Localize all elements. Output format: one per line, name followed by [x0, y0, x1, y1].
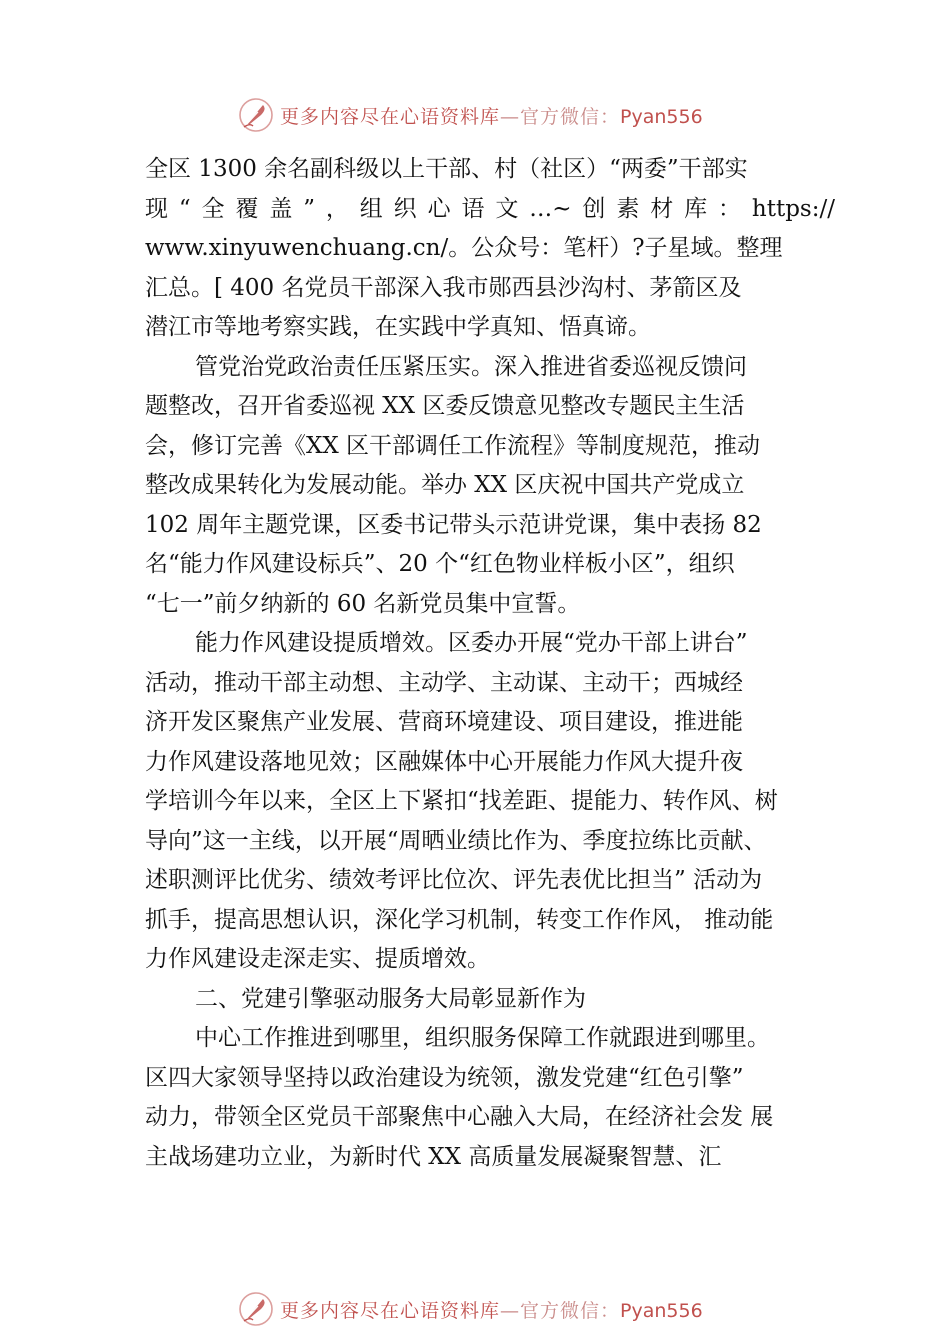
text-line: 潜江市等地考察实践，在实践中学真知、悟真谛。	[145, 314, 651, 340]
text-line: “七一”前夕纳新的 60 名新党员集中宣誓。	[145, 590, 581, 617]
text-line: 102 周年主题党课，区委书记带头示范讲党课，集中表扬 82	[145, 511, 762, 538]
text-line: 力作风建设落地见效；区融媒体中心开展能力作风大提升夜	[145, 748, 743, 775]
paragraph-first-line: 管党治党政治责任压紧压实。深入推进省委巡视反馈问	[195, 353, 747, 380]
quill-pen-logo-icon	[238, 1291, 274, 1327]
text-line: 名“能力作风建设标兵”、20 个“红色物业样板小区”，组织	[145, 551, 735, 577]
footer-banner	[238, 1289, 758, 1329]
text-line: 主战场建功立业，为新时代 XX 高质量发展凝聚智慧、汇	[145, 1143, 722, 1170]
text-line: 述职测评比优劣、绩效考评比位次、评先表优比担当” 活动为	[145, 867, 763, 893]
text-line: 汇总。[ 400 名党员干部深入我市郧西县沙沟村、茅箭区及	[145, 274, 742, 301]
section-heading: 二、党建引擎驱动服务大局彰显新作为	[195, 985, 586, 1012]
text-line: 动力，带领全区党员干部聚焦中心融入大局，在经济社会发 展	[145, 1104, 774, 1130]
text-line: 活动，推动干部主动想、主动学、主动谋、主动干；西城经	[145, 669, 743, 696]
text-line: 学培训今年以来，全区上下紧扣“找差距、提能力、转作风、树	[145, 788, 778, 814]
quill-pen-logo-icon	[238, 97, 274, 133]
paragraph-first-line: 中心工作推进到哪里，组织服务保障工作就跟进到哪里。	[195, 1025, 770, 1051]
text-line: 力作风建设走深走实、提质增效。	[145, 946, 490, 972]
document-body	[145, 150, 835, 1177]
text-line: 区四大家领导坚持以政治建设为统领，激发党建“红色引擎”	[145, 1064, 744, 1091]
text-line: 导向”这一主线，以开展“周晒业绩比作为、季度拉练比贡献、	[145, 827, 767, 854]
promo-text: 更多内容尽在心语资料库—官方微信：Pyan556	[280, 1299, 703, 1322]
text-line: 全区 1300 余名副科级以上干部、村（社区）“两委”干部实	[145, 156, 748, 182]
text-line: 整改成果转化为发展动能。举办 XX 区庆祝中国共产党成立	[145, 472, 745, 498]
text-line: 题整改，召开省委巡视 XX 区委反馈意见整改专题民主生活	[145, 393, 745, 419]
text-line: 现“全覆盖”，组织心语文…~创素材库：https://	[145, 195, 835, 222]
paragraph-first-line: 能力作风建设提质增效。区委办开展“党办干部上讲台”	[195, 630, 748, 656]
text-line: www.xinyuwenchuang.cn/。公众号：笔杆）?子星域。整理	[145, 235, 783, 261]
text-line: 抓手，提高思想认识，深化学习机制，转变工作作风， 推动能	[145, 906, 774, 933]
text-line: 济开发区聚焦产业发展、营商环境建设、项目建设，推进能	[145, 709, 743, 735]
promo-text: 更多内容尽在心语资料库—官方微信：Pyan556	[280, 105, 703, 128]
header-banner	[238, 95, 758, 135]
wechat-handle: Pyan556	[620, 105, 703, 128]
text-line: 会，修订完善《XX 区干部调任工作流程》等制度规范，推动	[145, 432, 761, 459]
wechat-handle: Pyan556	[620, 1299, 703, 1322]
